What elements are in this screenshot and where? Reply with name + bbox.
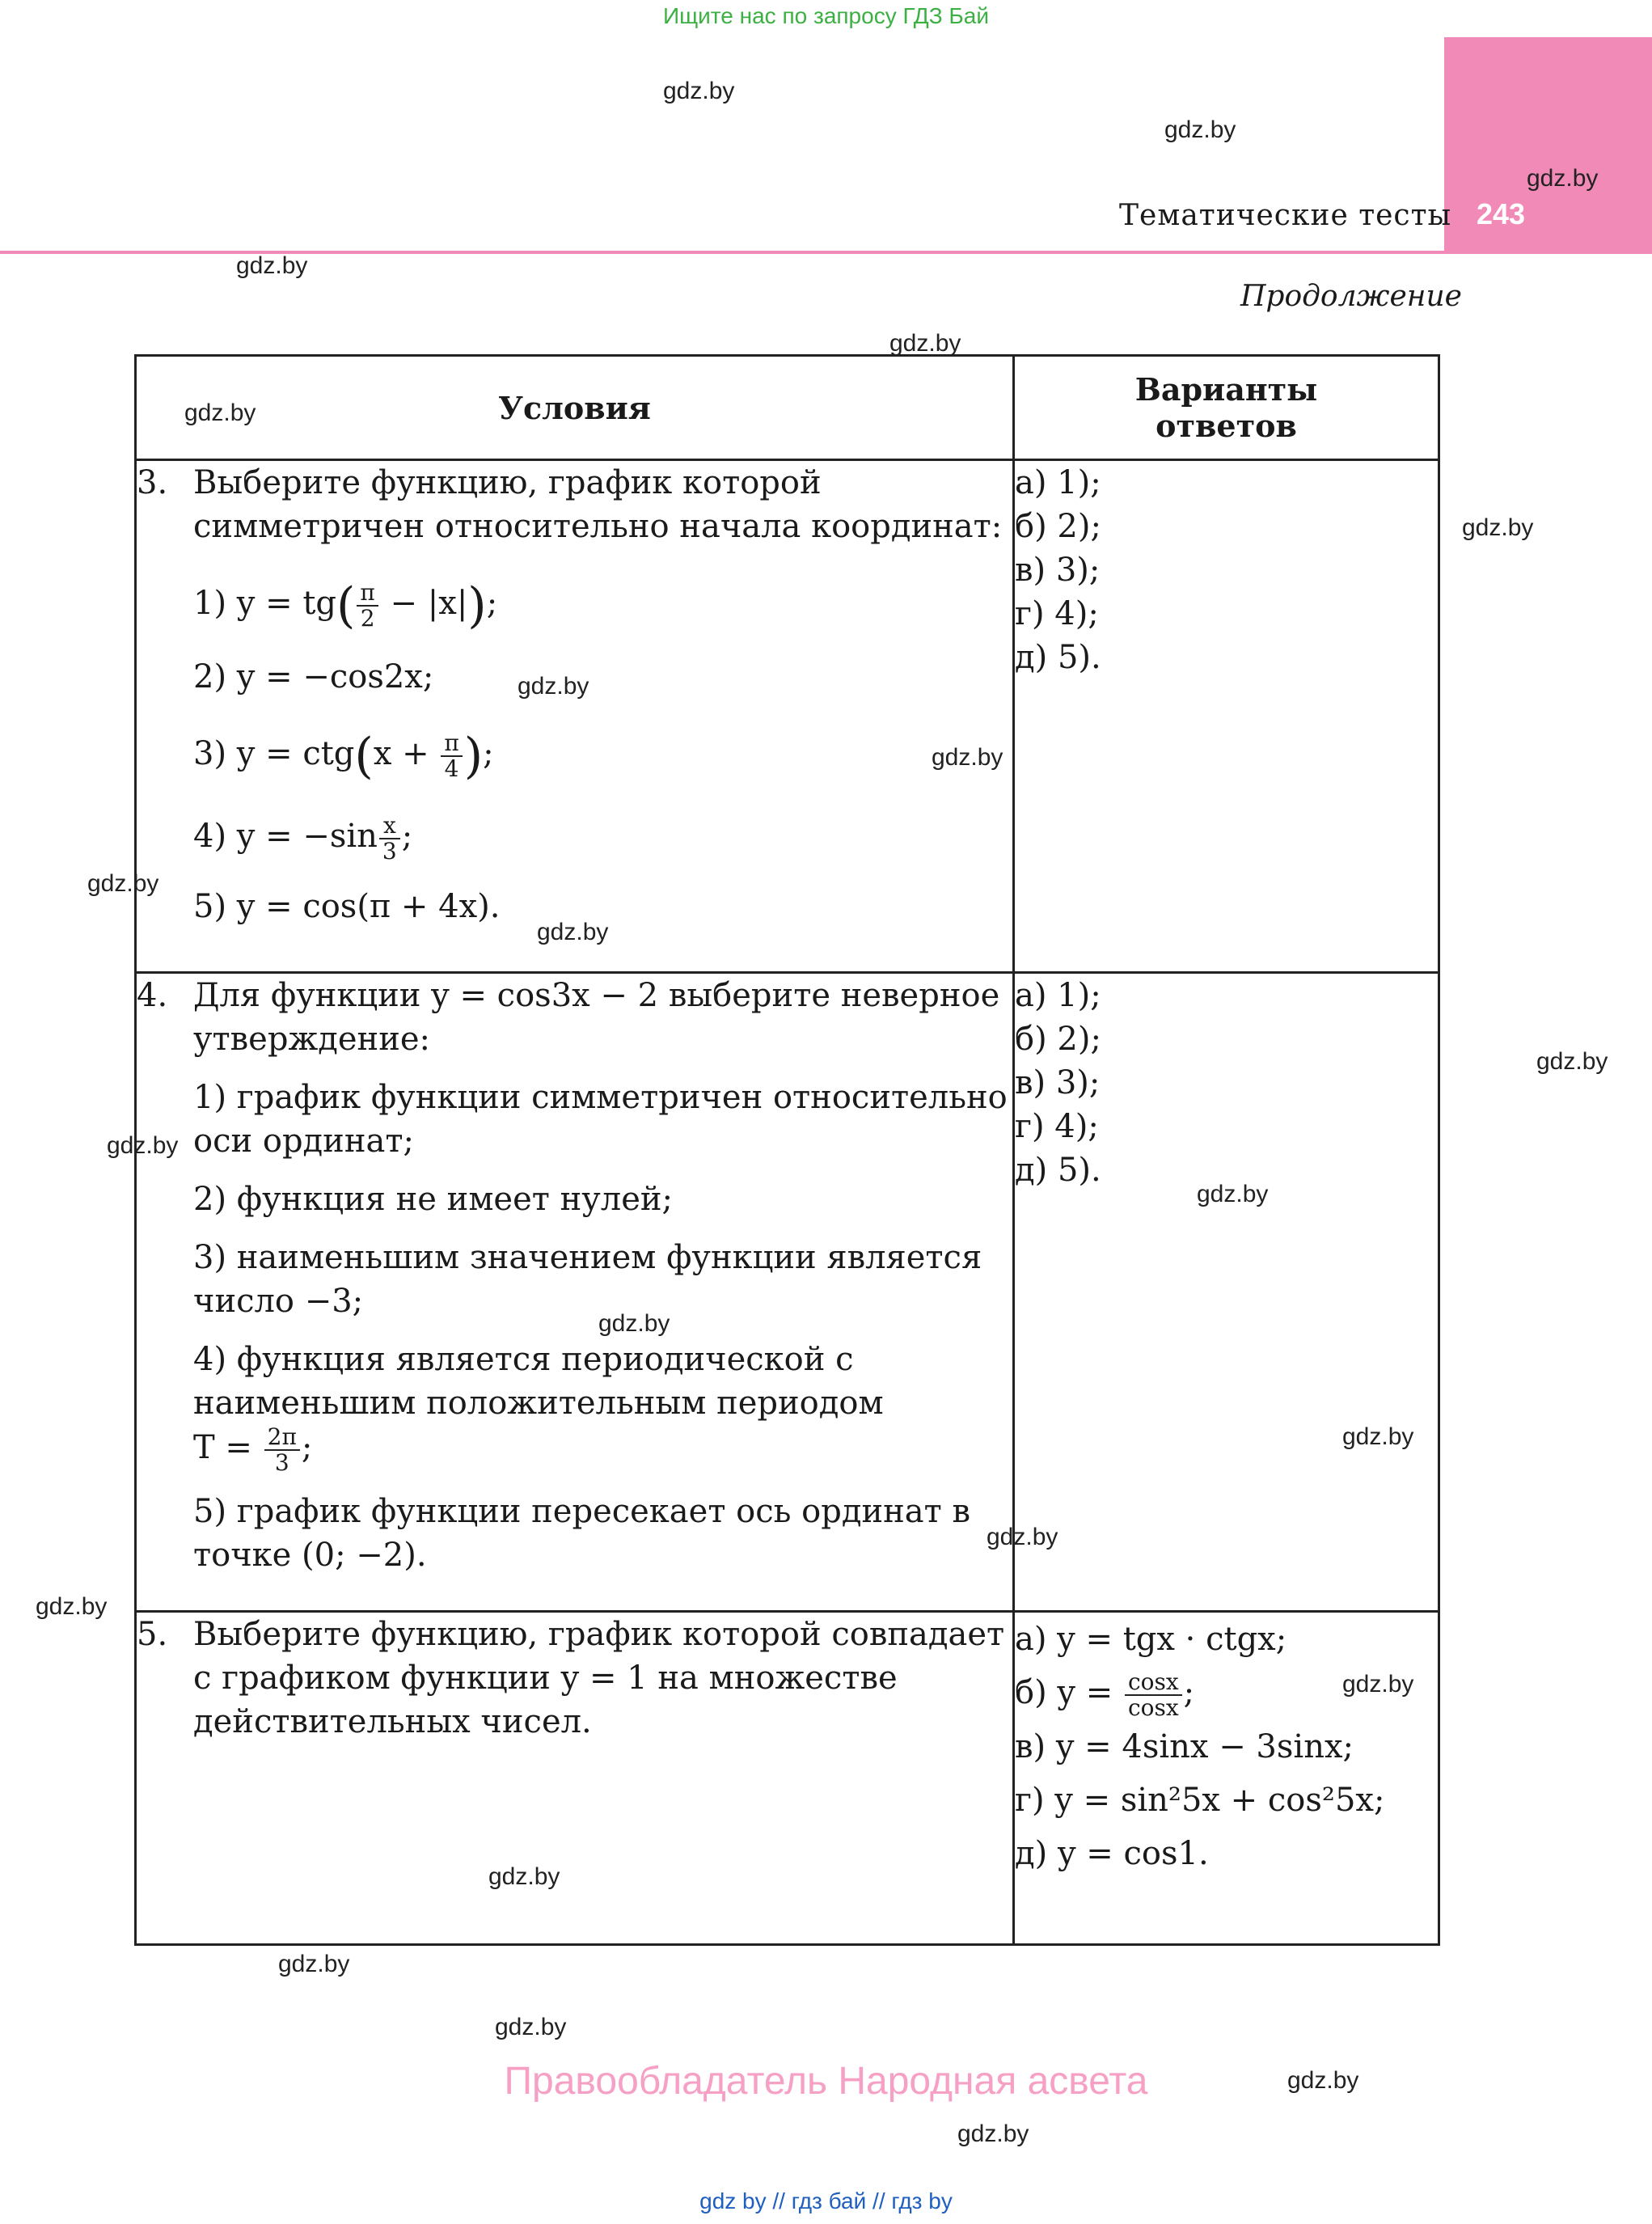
answer-option: б) y = $\frac{\cos x}{\cos x}$ ; xyxy=(1015,1668,1195,1721)
q3-option-3: 3) y = ctg(x + $\frac{\pi}{4}$ ); xyxy=(193,728,494,784)
header-answers-line2: ответов xyxy=(1156,408,1297,444)
answer-option: а) 1); xyxy=(1015,464,1101,501)
answer-option: в) 3); xyxy=(1015,552,1101,589)
q4-option-3: 3) наименьшим значением функции является число −3; xyxy=(193,1239,982,1320)
fraction: $\frac{\pi}{4}$ xyxy=(441,731,462,781)
header-answers xyxy=(1014,356,1439,460)
q4-option-5: 5) график функции пересекает ось ординат в точке (0; −2). xyxy=(193,1493,970,1574)
continued-label: Продолжение xyxy=(1240,280,1462,313)
watermark: gdz.by xyxy=(537,919,609,945)
q4-option-2: 2) функция не имеет нулей; xyxy=(193,1181,674,1218)
q4-option-4: 4) функция является периодической с наименьшим положительным периодом T = $\frac{2\pi}{3}$ ; xyxy=(193,1341,884,1476)
table-row xyxy=(136,460,1439,973)
answer-option: г) 4); xyxy=(1015,1108,1099,1145)
table-header-row xyxy=(136,356,1439,460)
watermark: gdz.by xyxy=(932,744,1003,771)
q3-option-4: 4) y = −sin $\frac{x}{3}$ ; xyxy=(193,812,413,865)
search-hint: Ищите нас по запросу ГДЗ Бай xyxy=(662,3,990,28)
watermark: gdz.by xyxy=(1164,116,1236,143)
q3-option-2: 2) y = −cos2x; xyxy=(193,658,434,696)
q5-number: 5. xyxy=(137,1616,168,1653)
q4-number: 4. xyxy=(137,977,168,1014)
watermark: gdz.by xyxy=(1527,165,1599,192)
watermark: gdz.by xyxy=(278,1951,350,1977)
q5-answers xyxy=(1014,1612,1439,1945)
watermark: gdz.by xyxy=(107,1132,179,1159)
watermark: gdz.by xyxy=(1197,1181,1269,1207)
answer-option: д) 5). xyxy=(1015,639,1101,676)
watermark: gdz.by xyxy=(1342,1671,1414,1698)
answer-option: в) y = 4sinx − 3sinx; xyxy=(1015,1728,1354,1765)
table-row xyxy=(136,973,1439,1612)
header-answers-line1: Варианты xyxy=(1134,371,1318,408)
answer-option: б) 2); xyxy=(1015,508,1101,545)
fraction: $\frac{2\pi}{3}$ xyxy=(264,1425,300,1475)
q3-text: Выберите функцию, график которой симметричен относительно начала координат: xyxy=(193,464,1003,545)
fraction: $\frac{\cos x}{\cos x}$ xyxy=(1125,1670,1182,1720)
fraction: $\frac{\pi}{2}$ xyxy=(357,581,378,631)
answer-option: а) 1); xyxy=(1015,977,1101,1014)
answer-option: б) 2); xyxy=(1015,1021,1101,1058)
q4-option-1: 1) график функции симметричен относительно оси ординат; xyxy=(193,1079,1008,1160)
footer-links[interactable]: gdz by // гдз бай // гдз by xyxy=(699,2188,953,2213)
q5-conditions xyxy=(136,1612,1014,1945)
watermark: gdz.by xyxy=(1462,514,1534,541)
watermark: gdz.by xyxy=(987,1524,1058,1550)
watermark: gdz.by xyxy=(598,1310,670,1337)
answer-option: д) 5). xyxy=(1015,1152,1101,1189)
answer-option: в) 3); xyxy=(1015,1064,1101,1101)
watermark: gdz.by xyxy=(889,330,961,357)
watermark: gdz.by xyxy=(663,78,735,104)
watermark: gdz.by xyxy=(495,2014,567,2040)
watermark: gdz.by xyxy=(1287,2067,1359,2094)
watermark: gdz.by xyxy=(184,400,256,426)
q3-conditions xyxy=(136,460,1014,973)
q4-answers xyxy=(1014,973,1439,1612)
header-conditions: Условия xyxy=(136,356,1014,460)
watermark: gdz.by xyxy=(87,870,159,897)
q4-text: Для функции y = cos3x − 2 выберите неверное утверждение: xyxy=(193,977,1000,1058)
answer-option: г) y = sin²5x + cos²5x; xyxy=(1015,1782,1385,1819)
fraction: $\frac{x}{3}$ xyxy=(379,814,400,864)
section-title: Тематические тесты xyxy=(1119,199,1452,232)
answer-option: г) 4); xyxy=(1015,595,1099,632)
page-corner-tab xyxy=(1444,37,1652,253)
watermark: gdz.by xyxy=(1536,1048,1608,1075)
watermark: gdz.by xyxy=(36,1593,108,1620)
q5-text: Выберите функцию, график которой совпадает с графиком функции y = 1 на множестве действительных чисел. xyxy=(193,1616,1005,1740)
q3-number: 3. xyxy=(137,464,168,501)
tests-table xyxy=(134,354,1440,1946)
table-row xyxy=(136,1612,1439,1945)
q4-conditions xyxy=(136,973,1014,1612)
q3-answers xyxy=(1014,460,1439,973)
page-number: 243 xyxy=(1477,197,1526,230)
watermark: gdz.by xyxy=(1342,1423,1414,1450)
q3-option-1: 1) y = tg( $\frac{\pi}{2}$ − |x|); xyxy=(193,577,498,634)
answer-option: д) y = cos1. xyxy=(1015,1835,1209,1872)
watermark: gdz.by xyxy=(518,673,589,700)
watermark: gdz.by xyxy=(236,252,308,279)
q3-option-5: 5) y = cos(π + 4x). xyxy=(193,888,501,925)
watermark: gdz.by xyxy=(957,2120,1029,2147)
copyright-footer: Правообладатель Народная асвета xyxy=(504,2060,1148,2103)
answer-option: а) y = tgx · ctgx; xyxy=(1015,1621,1287,1658)
watermark: gdz.by xyxy=(488,1863,560,1890)
